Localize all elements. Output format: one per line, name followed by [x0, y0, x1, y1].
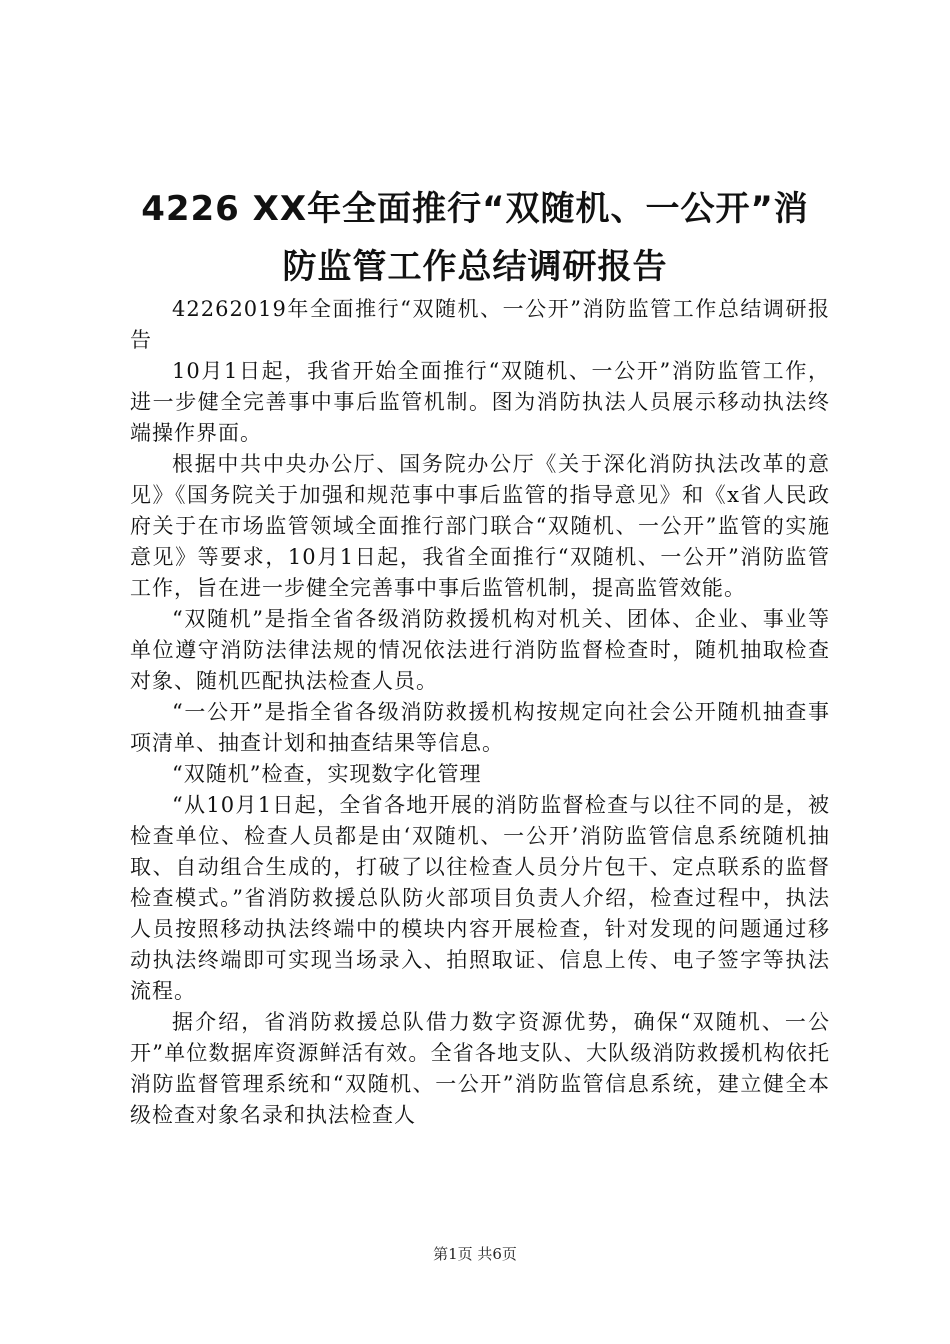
document-title	[118, 180, 832, 296]
page-number-footer: 第1页 共6页	[433, 1245, 517, 1263]
paragraph: 10月1日起，我省开始全面推行“双随机、一公开”消防监管工作，进一步健全完善事中事后监管机制。图为消防执法人员展示移动执法终端操作界面。	[130, 359, 830, 445]
paragraph: “一公开”是指全省各级消防救援机构按规定向社会公开随机抽查事项清单、抽查计划和抽查结果等信息。	[130, 700, 830, 755]
section-heading: “双随机”检查，实现数字化管理	[172, 762, 482, 786]
title-line-1: 4226 XX年全面推行“双随机、一公开”消	[141, 189, 809, 229]
paragraph: “从10月1日起，全省各地开展的消防监督检查与以往不同的是，被检查单位、检查人员都是由‘双随机、一公开’消防监管信息系统随机抽取、自动组合生成的，打破了以往检查人员分片包干、定点联系的监督检查模式。”省消防救援总队防火部项目负责人介绍，检查过程中，执法人员按照移动执法终端中的模块内容开展检查，针对发现的问题通过移动执法终端即可实现当场录入、拍照取证、信息上传、电子签字等执法流程。	[130, 793, 830, 1003]
paragraph: 据介绍，省消防救援总队借力数字资源优势，确保“双随机、一公开”单位数据库资源鲜活有效。全省各地支队、大队级消防救援机构依托消防监督管理系统和“双随机、一公开”消防监管信息系统，建立健全本级检查对象名录和执法检查人	[130, 1010, 830, 1127]
document-body	[130, 294, 830, 1131]
paragraph: 根据中共中央办公厅、国务院办公厅《关于深化消防执法改革的意见》《国务院关于加强和规范事中事后监管的指导意见》和《x省人民政府关于在市场监管领域全面推行部门联合“双随机、一公开”监管的实施意见》等要求，10月1日起，我省全面推行“双随机、一公开”消防监管工作，旨在进一步健全完善事中事后监管机制，提高监管效能。	[130, 452, 830, 600]
paragraph-subtitle: 42262019年全面推行“双随机、一公开”消防监管工作总结调研报告	[130, 297, 830, 352]
paragraph: “双随机”是指全省各级消防救援机构对机关、团体、企业、事业等单位遵守消防法律法规的情况依法进行消防监督检查时，随机抽取检查对象、随机匹配执法检查人员。	[130, 607, 830, 693]
title-line-2: 防监管工作总结调研报告	[282, 247, 668, 287]
